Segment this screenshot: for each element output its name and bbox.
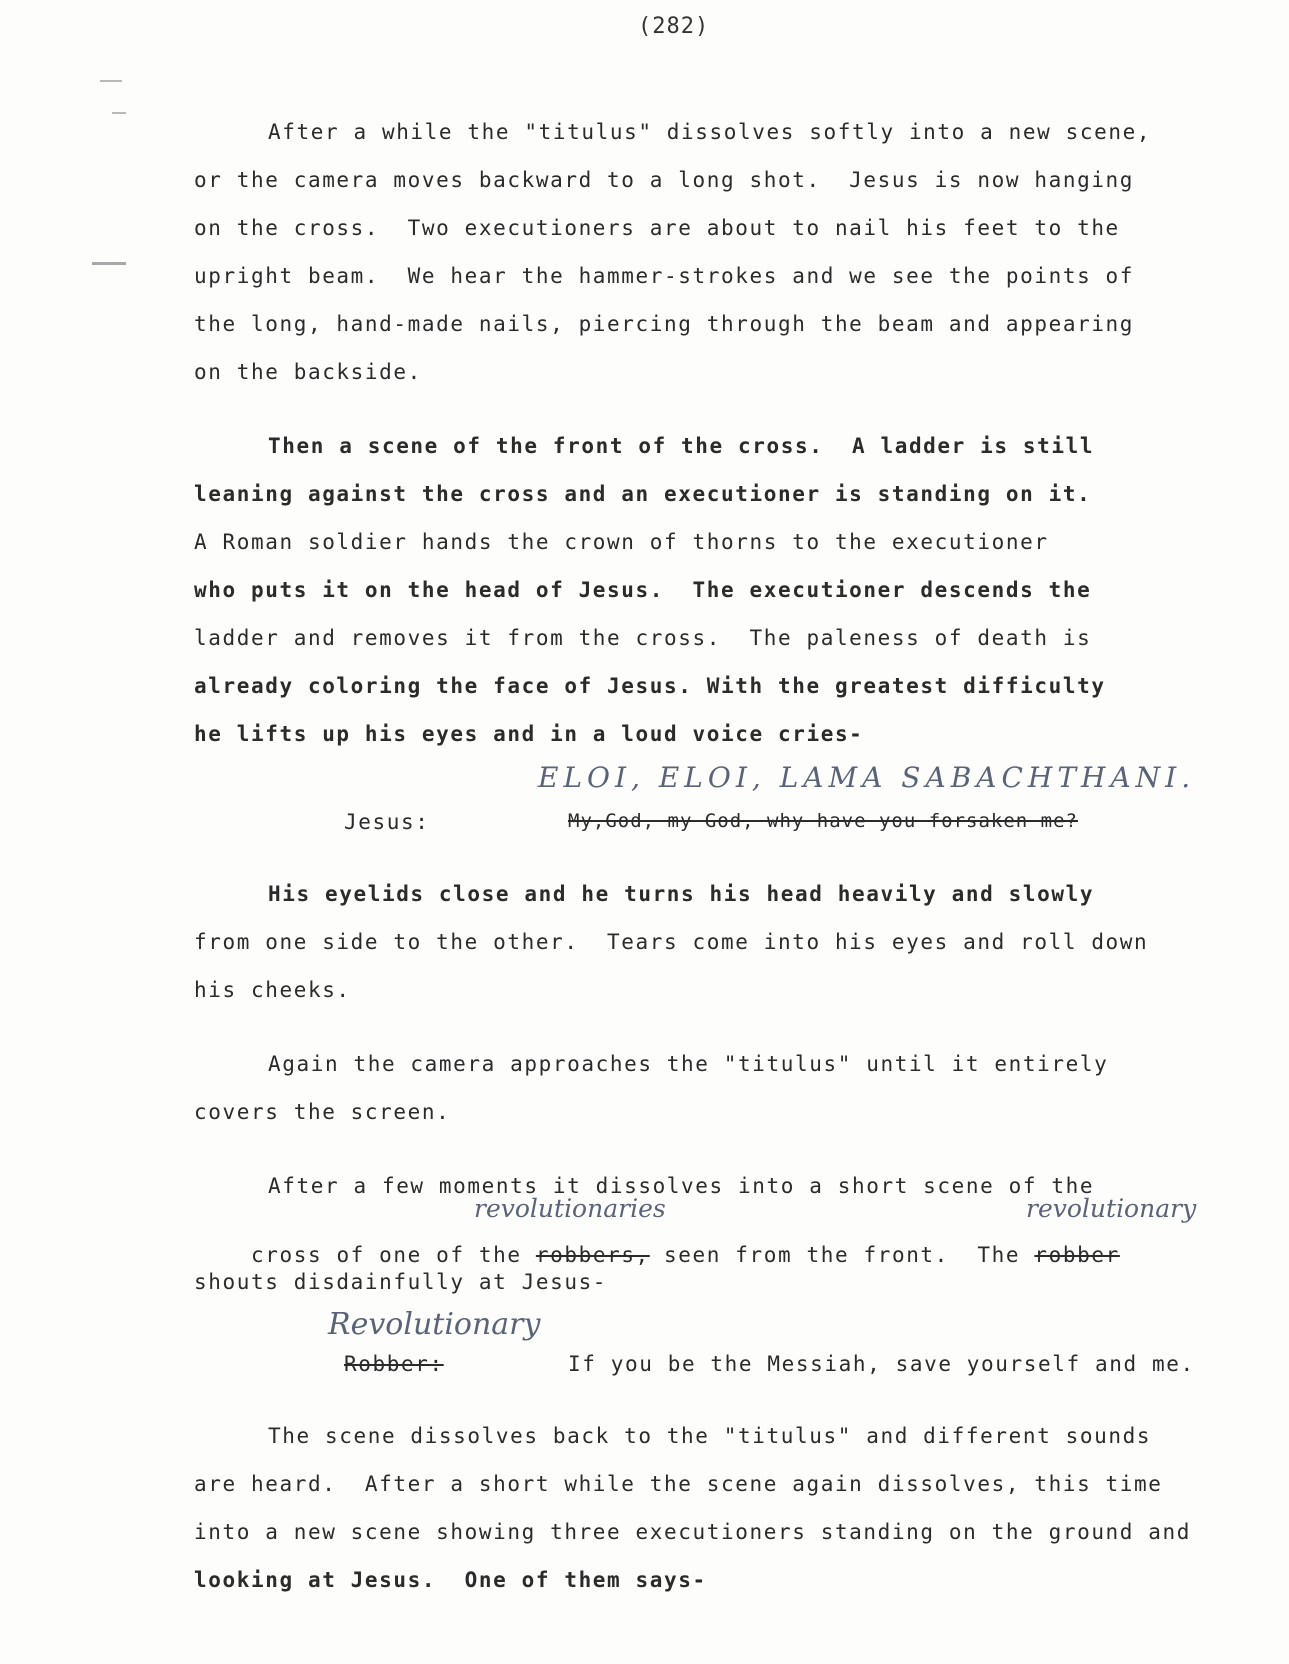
text-line: After a while the "titulus" dissolves softly into a new scene, (268, 120, 1152, 144)
margin-mark (100, 80, 122, 82)
speaker-label: Jesus: (344, 810, 430, 834)
text-line: on the cross. Two executioners are about to nail his feet to the (194, 216, 1120, 240)
text-line: the long, hand-made nails, piercing through the beam and appearing (194, 312, 1135, 336)
text-line: shouts disdainfully at Jesus- (194, 1270, 608, 1294)
handwritten-annotation: ELOI, ELOI, LAMA SABACHTHANI. (538, 761, 1196, 794)
text-line: or the camera moves backward to a long shot. Jesus is now hanging (194, 168, 1135, 192)
speaker-label: Robber: (344, 1352, 444, 1376)
text-line: His eyelids close and he turns his head heavily and slowly (268, 882, 1095, 906)
text-line: into a new scene showing three executioners standing on the ground and (194, 1520, 1192, 1544)
page-number: (282) (638, 14, 710, 39)
struck-word: robbers, (535, 1243, 650, 1267)
text-line: are heard. After a short while the scene again dissolves, this time (194, 1472, 1163, 1496)
text-line: who puts it on the head of Jesus. The executioner descends the (194, 578, 1092, 602)
text-segment: seen from the front. The (649, 1243, 1035, 1267)
text-line: leaning against the cross and an executioner is standing on it. (194, 482, 1092, 506)
text-line: he lifts up his eyes and in a loud voice cries- (194, 722, 864, 746)
dialogue-line: If you be the Messiah, save yourself and me. (568, 1352, 1195, 1376)
text-line: Again the camera approaches the "titulus" until it entirely (268, 1052, 1109, 1076)
struck-word: robber (1034, 1243, 1120, 1267)
text-line: Then a scene of the front of the cross. A ladder is still (268, 434, 1095, 458)
text-line: After a few moments it dissolves into a short scene of the (268, 1174, 1095, 1198)
text-line: ladder and removes it from the cross. The paleness of death is (194, 626, 1092, 650)
text-line: The scene dissolves back to the "titulus" and different sounds (268, 1424, 1152, 1448)
margin-mark (112, 112, 126, 114)
text-segment: cross of one of the (250, 1243, 536, 1267)
handwritten-annotation: revolutionaries (474, 1194, 666, 1223)
text-line: from one side to the other. Tears come into his eyes and roll down (194, 930, 1149, 954)
handwritten-annotation: Revolutionary (328, 1307, 541, 1342)
text-line: on the backside. (194, 360, 422, 384)
text-line: upright beam. We hear the hammer-strokes and we see the points of (194, 264, 1135, 288)
text-line: his cheeks. (194, 978, 351, 1002)
text-line: already coloring the face of Jesus. With the greatest difficulty (194, 674, 1106, 698)
margin-mark (92, 262, 126, 265)
text-line: covers the screen. (194, 1100, 451, 1124)
handwritten-annotation: revolutionary (1026, 1194, 1197, 1223)
text-line: A Roman soldier hands the crown of thorns to the executioner (194, 530, 1049, 554)
struck-dialogue-line: My,God, my God, why have you forsaken me? (568, 810, 1078, 832)
text-line: looking at Jesus. One of them says- (194, 1568, 707, 1592)
